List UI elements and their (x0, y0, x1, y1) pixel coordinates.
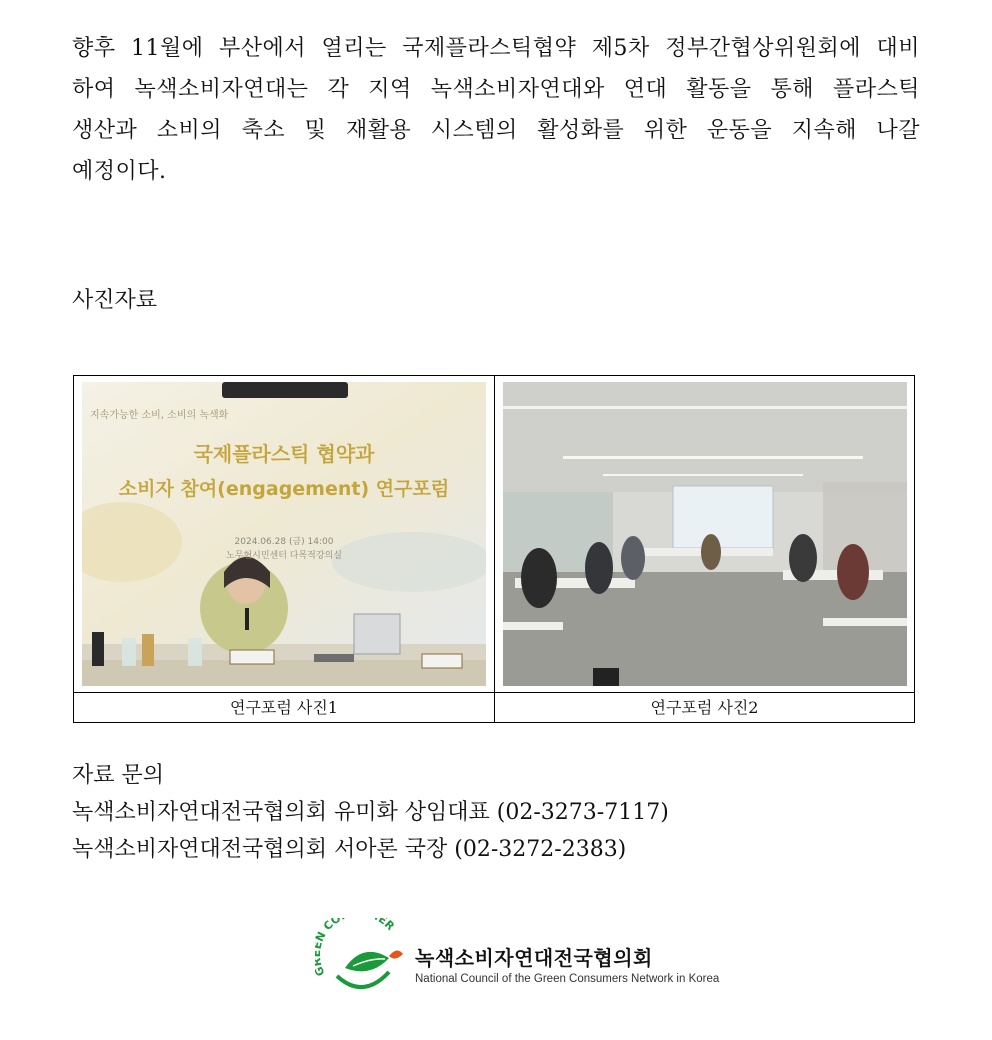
screen-date: 2024.06.28 (금) 14:00 (234, 537, 334, 547)
contact-entry: 녹색소비자연대전국협의회 유미화 상임대표 (02-3273-7117) (72, 800, 669, 825)
body-paragraph (72, 28, 920, 192)
paragraph-line: 하여 녹색소비자연대는 각 지역 녹색소비자연대와 연대 활동을 통해 플라스틱 (72, 77, 920, 102)
paragraph-line: 생산과 소비의 축소 및 재활용 시스템의 활성화를 위한 운동을 지속해 나갈 (72, 118, 920, 143)
screen-title-line1: 국제플라스틱 협약과 (193, 442, 375, 466)
photo-caption-1: 연구포럼 사진1 (74, 693, 495, 723)
green-consumer-emblem-icon (315, 918, 411, 998)
logo-name-english: National Council of the Green Consumers Network in Korea (415, 973, 720, 985)
screen-tagline: 지속가능한 소비, 소비의 녹색화 (90, 410, 229, 421)
logo-name-korean: 녹색소비자연대전국협의회 (415, 946, 653, 970)
photo-section-heading: 사진자료 (72, 288, 158, 313)
paragraph-line: 향후 11월에 부산에서 열리는 국제플라스틱협약 제5차 정부간협상위원회에 대비 (72, 36, 920, 61)
organization-logo (315, 918, 720, 998)
paragraph-line: 예정이다. (72, 159, 167, 184)
screen-title-line2: 소비자 참여(engagement) 연구포럼 (118, 478, 450, 500)
contact-heading: 자료 문의 (72, 763, 165, 788)
photo-table (73, 375, 915, 723)
photo-caption-2: 연구포럼 사진2 (650, 698, 759, 717)
forum-photo-1 (82, 382, 486, 686)
contact-entry: 녹색소비자연대전국협의회 서아론 국장 (02-3272-2383) (72, 837, 627, 862)
photo-cell-1 (74, 376, 495, 692)
caption-row (74, 692, 914, 723)
logo-arc-text: CO ER (320, 918, 397, 933)
screen-venue: 노무현시민센터 다목적강의실 (226, 551, 342, 561)
photo-cell-2 (495, 376, 914, 692)
forum-photo-2 (503, 382, 907, 686)
